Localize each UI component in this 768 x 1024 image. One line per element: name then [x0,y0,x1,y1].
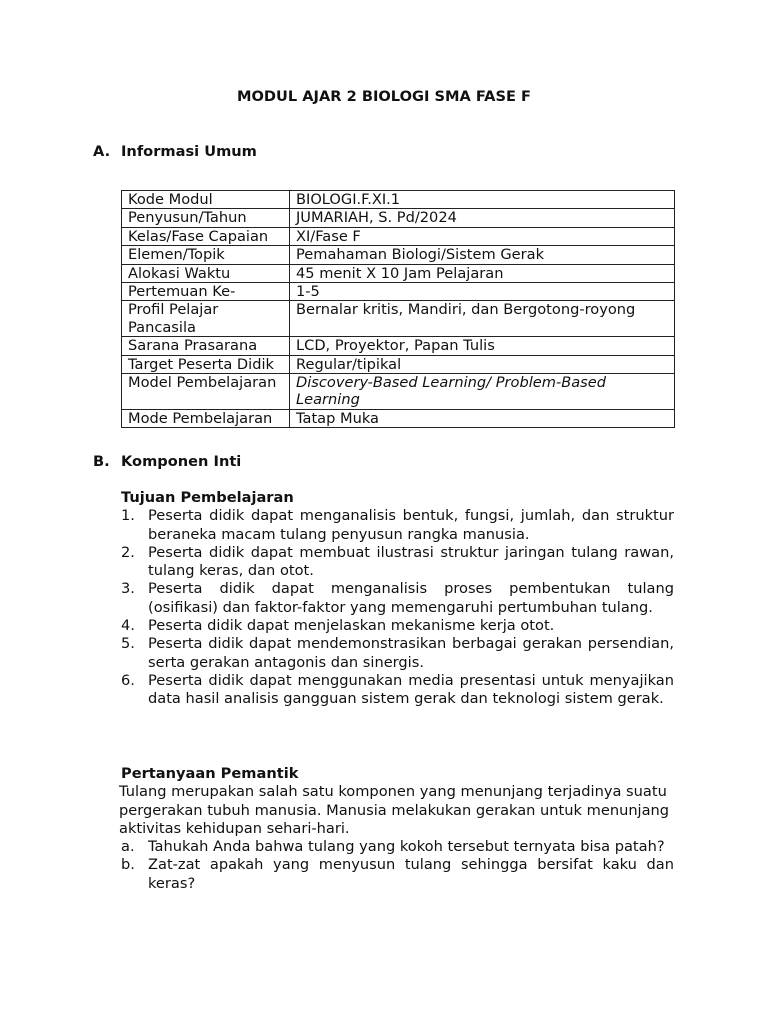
info-row [122,337,675,355]
list-text: Peserta didik dapat menganalisis bentuk, fungsi, jumlah, dan struktur beraneka macam tulang penyusun rangka manusia. [148,507,674,543]
section-b-marker: B. [93,453,110,470]
info-key: Sarana Prasarana [122,337,290,355]
info-row [122,374,675,410]
info-row [122,409,675,427]
list-item [121,617,674,635]
list-marker: 4. [121,617,135,635]
info-value: XI/Fase F [290,227,675,245]
list-item [121,507,674,544]
tujuan-list [121,507,674,708]
list-text: Peserta didik dapat mendemonstrasikan berbagai gerakan persendian, serta gerakan antagonis dan sinergis. [148,635,674,671]
info-key: Mode Pembelajaran [122,409,290,427]
list-text: Peserta didik dapat menjelaskan mekanisme kerja otot. [148,617,555,635]
pemantik-list [121,838,674,893]
info-value: Bernalar kritis, Mandiri, dan Bergotong-royong [290,301,675,337]
list-text: Peserta didik dapat menggunakan media presentasi untuk menyajikan data hasil analisis gangguan sistem gerak dan teknologi sistem gerak. [148,671,674,708]
info-row [122,301,675,337]
list-text: Peserta didik dapat menganalisis proses pembentukan tulang (osifikasi) dan faktor-faktor yang memengaruhi pertumbuhan tulang. [148,580,674,616]
section-a-label: Informasi Umum [121,143,257,160]
list-text: Zat-zat apakah yang menyusun tulang sehingga bersifat kaku dan keras? [148,856,674,892]
section-a-marker: A. [93,143,111,160]
info-row [122,283,675,301]
info-key: Elemen/Topik [122,246,290,264]
list-marker: 6. [121,671,135,689]
info-row [122,355,675,373]
list-marker: 3. [121,580,135,598]
list-text: Tahukah Anda bahwa tulang yang kokoh tersebut ternyata bisa patah? [148,838,665,856]
info-key: Model Pembelajaran [122,374,290,410]
section-b-label: Komponen Inti [121,453,242,470]
list-text: Peserta didik dapat membuat ilustrasi struktur jaringan tulang rawan, tulang keras, dan otot. [148,543,674,580]
info-row [122,191,675,209]
pemantik-intro: Tulang merupakan salah satu komponen yang menunjang terjadinya suatu pergerakan tubuh manusia. Manusia melakukan gerakan untuk menunjang aktivitas kehidupan sehari-hari. [119,783,670,837]
info-row [122,246,675,264]
list-item [121,544,674,581]
tujuan-heading: Tujuan Pembelajaran [121,489,294,506]
list-marker: 1. [121,507,135,525]
info-key: Alokasi Waktu [122,264,290,282]
info-value: Pemahaman Biologi/Sistem Gerak [290,246,675,264]
pemantik-section [121,765,674,893]
info-key: Kode Modul [122,191,290,209]
info-value: Tatap Muka [290,409,675,427]
list-marker: b. [121,856,135,874]
info-value: LCD, Proyektor, Papan Tulis [290,337,675,355]
list-item [121,672,674,709]
info-value: JUMARIAH, S. Pd/2024 [290,209,675,227]
info-table [121,190,675,428]
list-item [121,580,674,617]
info-value: BIOLOGI.F.XI.1 [290,191,675,209]
info-key: Pertemuan Ke- [122,283,290,301]
info-key: Penyusun/Tahun [122,209,290,227]
list-item [121,635,674,672]
list-item [121,838,674,856]
info-key: Profil Pelajar Pancasila [122,301,290,337]
info-key: Target Peserta Didik [122,355,290,373]
list-marker: 2. [121,543,135,561]
info-key: Kelas/Fase Capaian [122,227,290,245]
info-row [122,209,675,227]
list-marker: a. [121,838,135,856]
info-value: Regular/tipikal [290,355,675,373]
info-value: 1-5 [290,283,675,301]
list-item [121,856,674,893]
pemantik-heading: Pertanyaan Pemantik [121,765,299,782]
info-row [122,227,675,245]
info-row [122,264,675,282]
list-marker: 5. [121,635,135,653]
tujuan-section [121,489,674,709]
info-value: 45 menit X 10 Jam Pelajaran [290,264,675,282]
document-title: MODUL AJAR 2 BIOLOGI SMA FASE F [236,88,531,105]
info-value: Discovery-Based Learning/ Problem-Based Learning [290,374,675,410]
